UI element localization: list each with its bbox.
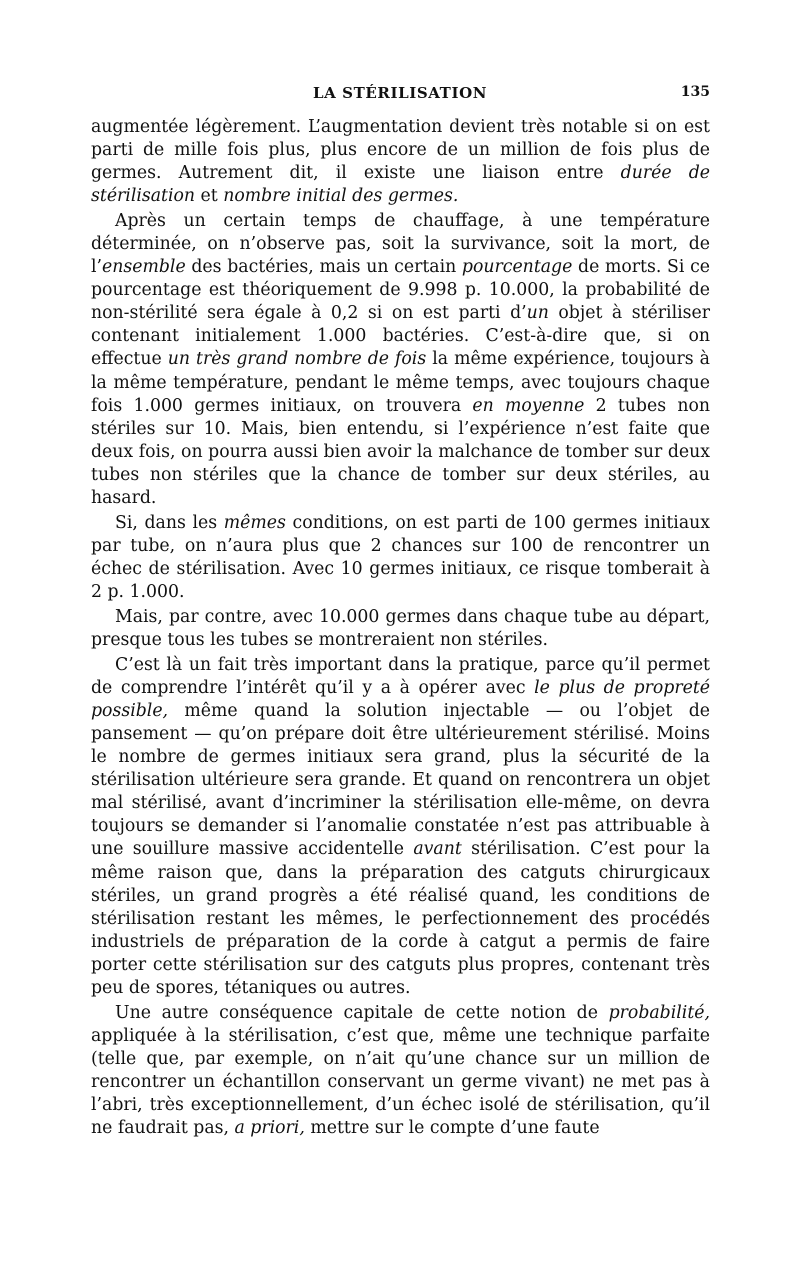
- text-run: Si, dans les: [115, 512, 224, 533]
- text-run: même quand la solution injectable — ou l’objet de pansement — qu’on prépare doit être ultérieurement stérilisé. Moins le nombre de germes initiaux sera grand, plus la sécurité de la stérilisation ultérieure sera grande. Et quand on rencontrera un objet mal stérilisé, avant d’incriminer la stérilisation elle-même, on devra toujours se demander si l’anomalie constatée n’est pas attribuable à une souillure massive accidentelle: [91, 701, 710, 860]
- paragraph: [91, 1002, 710, 1140]
- paragraph: [91, 512, 710, 604]
- italic-run: probabilité,: [608, 1002, 710, 1023]
- italic-run: un très grand nombre de fois: [167, 349, 427, 370]
- text-run: Après un certain temps de chauffage, à une température déterminée, on n’observe pas, soit la survivance, soit la mort, de l’: [91, 211, 710, 278]
- italic-run: a priori,: [234, 1118, 305, 1139]
- italic-run: en moyenne: [472, 395, 585, 416]
- text-run: conditions, on est parti de 100 germes initiaux par tube, on n’aura plus que 2 chances sur 100 de rencontrer un échec de stérilisation. Avec 10 germes initiaux, ce risque tomberait à 2 p. 1.000.: [91, 512, 710, 602]
- paragraph: [91, 210, 710, 510]
- page-number: 135: [680, 84, 710, 100]
- text-run: la même expérience, toujours à la même température, pendant le même temps, avec toujours chaque fois 1.000 germes initiaux, on trouvera: [91, 349, 710, 416]
- text-run: Mais, par contre, avec 10.000 germes dans chaque tube au départ, presque tous les tubes se montreraient non stériles.: [91, 606, 710, 651]
- text-run: Une autre conséquence capitale de cette notion de: [115, 1002, 609, 1023]
- text-run: des bactéries, mais un certain: [185, 257, 462, 278]
- paragraph: [91, 654, 710, 1000]
- text-run: stérilisation. C’est pour la même raison que, dans la préparation des catguts chirurgicaux stériles, un grand progrès a été réalisé quand, les conditions de stérilisation restant les mêmes, le perfectionnement des procédés industriels de préparation de la corde à catgut a permis de faire porter cette stérilisation sur des catguts plus propres, contenant très peu de spores, tétaniques ou autres.: [91, 839, 710, 998]
- italic-run: ensemble: [102, 257, 186, 278]
- text-run: 2 tubes non stériles sur 10. Mais, bien entendu, si l’expérience n’est faite que deux fois, on pourra aussi bien avoir la malchance de tomber sur deux tubes non stériles que la chance de tomber sur deux stériles, au hasard.: [91, 395, 710, 508]
- italic-run: durée de stérilisation: [91, 163, 710, 207]
- paragraph: [91, 606, 710, 652]
- italic-run: mêmes: [223, 512, 286, 533]
- italic-run: un: [526, 303, 549, 324]
- italic-run: nombre initial des germes.: [223, 186, 459, 207]
- italic-run: avant: [413, 839, 462, 860]
- running-title: LA STÉRILISATION: [312, 84, 488, 102]
- body-text: [91, 116, 710, 1140]
- italic-run: le plus de propreté possible,: [91, 678, 711, 722]
- italic-run: pourcentage: [461, 257, 573, 278]
- text-run: objet à stériliser contenant initialement 1.000 bactéries. C’est-à-dire que, si on effectue: [91, 303, 710, 370]
- text-run: de morts. Si ce pourcentage est théoriquement de 9.998 p. 10.000, la probabilité de non-stérilité sera égale à 0,2 si on est parti d’: [91, 257, 710, 324]
- text-run: C’est là un fait très important dans la pratique, parce qu’il permet de comprendre l’intérêt qu’il y a à opérer avec: [91, 655, 710, 699]
- text-run: appliquée à la stérilisation, c’est que, même une technique parfaite (telle que, par exemple, on n’ait qu’une chance sur un million de rencontrer un échantillon conservant un germe vivant) ne met pas à l’abri, très exceptionnellement, d’un échec isolé de stérilisation, qu’il ne faudrait pas,: [91, 1025, 710, 1139]
- text-run: mettre sur le compte d’une faute: [304, 1118, 600, 1139]
- text-run: et: [195, 186, 224, 207]
- page-header: [0, 84, 800, 106]
- paragraph: [91, 116, 710, 208]
- text-run: augmentée légèrement. L’augmentation devient très notable si on est parti de mille fois plus, plus encore de un million de fois plus de germes. Autrement dit, il existe une liaison entre: [91, 117, 710, 184]
